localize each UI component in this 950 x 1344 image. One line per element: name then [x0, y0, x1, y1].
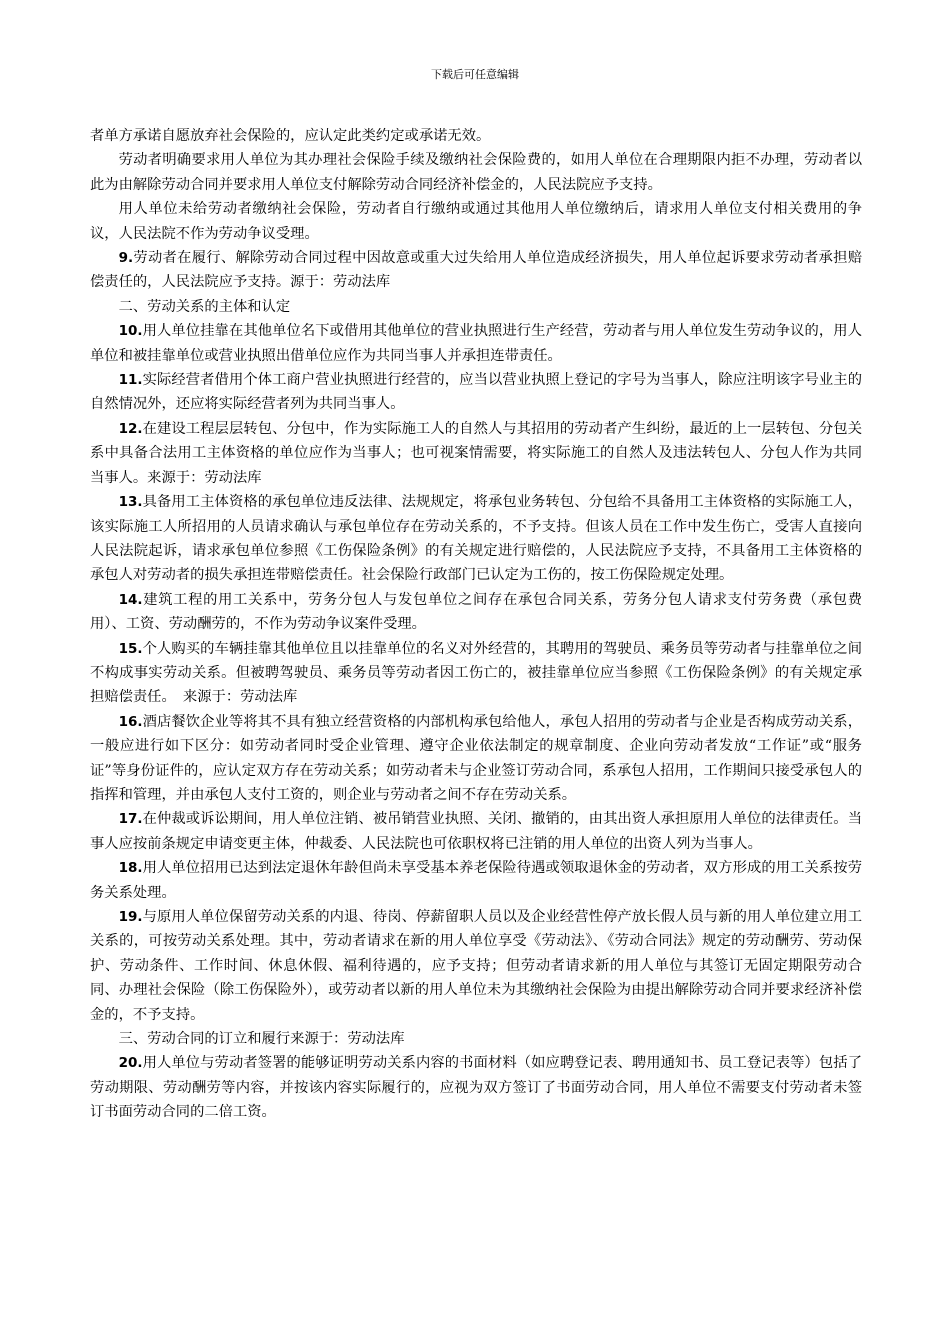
paragraph-text: 用人单位挂靠在其他单位名下或借用其他单位的营业执照进行生产经营，劳动者与用人单位发生劳动争议的，用人单位和被挂靠单位或营业执照出借单位应作为共同当事人并承担连带责任。 [90, 323, 862, 364]
item-number: 11. [118, 372, 143, 389]
paragraph-text: 在建设工程层层转包、分包中，作为实际施工人的自然人与其招用的劳动者产生纠纷，最近的上一层转包、分包关系中具备合法用工主体资格的单位应作为当事人；也可视案情需要，将实际施工的自然人及违法转包人、分包人作为共同当事人。来源于：劳动法库 [90, 420, 862, 486]
paragraph [90, 710, 862, 808]
item-number: 9. [118, 250, 134, 267]
item-number: 15. [118, 640, 143, 657]
section-heading-text: 三、劳动合同的订立和履行来源于：劳动法库 [118, 1031, 405, 1048]
paragraph-text: 个人购买的车辆挂靠其他单位且以挂靠单位的名义对外经营的，其聘用的驾驶员、乘务员等劳动者与挂靠单位之间不构成事实劳动关系。但被聘驾驶员、乘务员等劳动者因工伤亡的，被挂靠单位应当参照《工伤保险条例》的有关规定承担赔偿责任。 来源于：劳动法库 [90, 640, 862, 706]
paragraph [90, 197, 862, 246]
paragraph-text: 酒店餐饮企业等将其不具有独立经营资格的内部机构承包给他人，承包人招用的劳动者与企业是否构成劳动关系，一般应进行如下区分：如劳动者同时受企业管理、遵守企业依法制定的规章制度、企业向劳动者发放“工作证”或“服务证”等身份证件的，应认定双方存在劳动关系；如劳动者未与企业签订劳动合同，系承包人招用，工作期间只接受承包人的指挥和管理，并由承包人支付工资的，则企业与劳动者之间不存在劳动关系。 [90, 713, 862, 803]
section-heading [90, 1027, 862, 1051]
page-header: 下载后可任意编辑 [431, 68, 519, 81]
paragraph-text: 用人单位招用已达到法定退休年龄但尚未享受基本养老保险待遇或领取退休金的劳动者，双方形成的用工关系按劳务关系处理。 [90, 860, 862, 901]
paragraph [90, 319, 862, 368]
paragraph-text: 建筑工程的用工关系中，劳务分包人与发包单位之间存在承包合同关系，劳务分包人请求支付劳务费（承包费用）、工资、劳动酬劳的，不作为劳动争议案件受理。 [90, 591, 862, 633]
paragraph-text: 劳动者在履行、解除劳动合同过程中因故意或重大过失给用人单位造成经济损失，用人单位起诉要求劳动者承担赔偿责任的，人民法院应予支持。源于：劳动法库 [90, 250, 862, 291]
paragraph-text: 者单方承诺自愿放弃社会保险的，应认定此类约定或承诺无效。 [90, 128, 491, 144]
item-number: 20. [118, 1055, 143, 1072]
paragraph [90, 124, 862, 148]
paragraph [90, 246, 862, 295]
paragraph [90, 490, 862, 588]
paragraph-text: 具备用工主体资格的承包单位违反法律、法规规定，将承包业务转包、分包给不具备用工主体资格的实际施工人，该实际施工人所招用的人员请求确认与承包单位存在劳动关系的，不予支持。但该人员在工作中发生伤亡，受害人直接向人民法院起诉，请求承包单位参照《工伤保险条例》的有关规定进行赔偿的，人民法院应予支持，不具备用工主体资格的承包人对劳动者的损失承担连带赔偿责任。社会保险行政部门已认定为工伤的，按工伤保险规定处理。 [90, 494, 862, 584]
paragraph [90, 1051, 862, 1124]
paragraph [90, 637, 862, 710]
paragraph-text: 实际经营者借用个体工商户营业执照进行经营的，应当以营业执照上登记的字号为当事人，除应注明该字号业主的自然情况外，还应将实际经营者列为共同当事人。 [90, 372, 862, 413]
paragraph-text: 在仲裁或诉讼期间，用人单位注销、被吊销营业执照、关闭、撤销的，由其出资人承担原用人单位的法律责任。当事人应按前条规定申请变更主体，仲裁委、人民法院也可依职权将已注销的用人单位的出资人列为当事人。 [90, 811, 862, 852]
item-number: 12. [118, 420, 143, 437]
item-number: 10. [118, 323, 143, 340]
paragraph [90, 148, 862, 197]
paragraph-text: 用人单位未给劳动者缴纳社会保险，劳动者自行缴纳或通过其他用人单位缴纳后，请求用人单位支付相关费用的争议，人民法院不作为劳动争议受理。 [90, 201, 862, 242]
item-number: 17. [118, 811, 143, 828]
paragraph-text: 与原用人单位保留劳动关系的内退、待岗、停薪留职人员以及企业经营性停产放长假人员与新的用人单位建立用工关系的，可按劳动关系处理。其中，劳动者请求在新的用人单位享受《劳动法》、《劳动合同法》规定的劳动酬劳、劳动保护、劳动条件、工作时间、休息休假、福利待遇的，应予支持；但劳动者请求新的用人单位与其签订无固定期限劳动合同、办理社会保险（除工伤保险外），或劳动者以新的用人单位未为其缴纳社会保险为由提出解除劳动合同并要求经济补偿金的，不予支持。 [90, 909, 862, 1023]
paragraph [90, 905, 862, 1027]
paragraph-text: 用人单位与劳动者签署的能够证明劳动关系内容的书面材料（如应聘登记表、聘用通知书、员工登记表等）包括了劳动期限、劳动酬劳等内容，并按该内容实际履行的，应视为双方签订了书面劳动合同，用人单位不需要支付劳动者未签订书面劳动合同的二倍工资。 [90, 1055, 862, 1121]
item-number: 16. [118, 713, 143, 730]
section-heading-text: 二、劳动关系的主体和认定 [118, 298, 291, 315]
item-number: 14. [118, 591, 143, 608]
paragraph [90, 588, 862, 637]
paragraph-text: 劳动者明确要求用人单位为其办理社会保险手续及缴纳社会保险费的，如用人单位在合理期限内拒不办理，劳动者以此为由解除劳动合同并要求用人单位支付解除劳动合同经济补偿金的，人民法院应予支持。 [90, 152, 862, 193]
document-body [90, 124, 862, 1125]
section-heading [90, 295, 862, 319]
paragraph [90, 368, 862, 417]
paragraph [90, 417, 862, 490]
paragraph [90, 807, 862, 856]
item-number: 19. [118, 909, 143, 925]
paragraph [90, 856, 862, 905]
item-number: 18. [118, 860, 143, 877]
item-number: 13. [118, 494, 143, 511]
